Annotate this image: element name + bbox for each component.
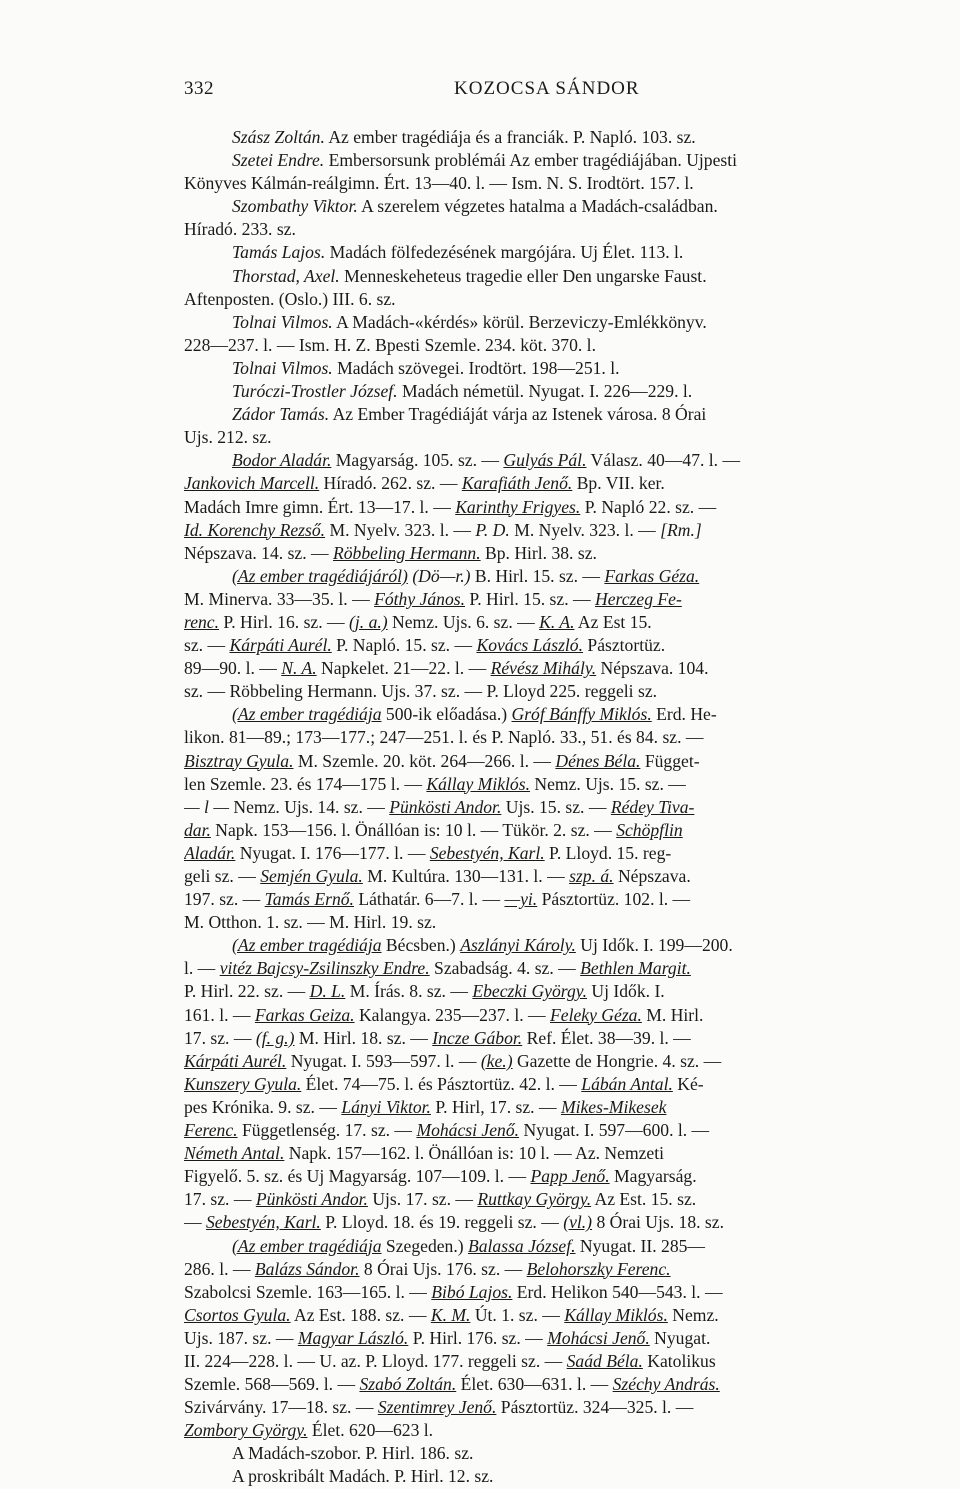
author-name: Tamás Ernő. (264, 889, 354, 910)
text-run: Napk. 157—162. l. Önállóan is: 10 l. — Az. Nemzeti (284, 1143, 665, 1164)
text-run: 17. sz. — (184, 1027, 256, 1048)
text-run: Az Est 15. (574, 611, 652, 632)
text-line (184, 195, 850, 218)
author-name: Thorstad, Axel. (232, 265, 340, 286)
text-run: Népszava. 104. (596, 658, 709, 679)
text-run: 89—90. l. — (184, 658, 282, 679)
text-run: sz. — Röbbeling Hermann. Ujs. 37. sz. — P. Lloyd 225. reggeli sz. (184, 681, 658, 702)
text-line (184, 750, 850, 773)
text-line (184, 1419, 850, 1442)
text-line (184, 1050, 850, 1073)
text-run: Ujs. 15. sz. — (501, 796, 611, 817)
text-run: Az ember tragédiája és a franciák. P. Napló. 103. sz. (324, 127, 696, 147)
text-line (184, 842, 850, 865)
text-run: Híradó. 233. sz. (184, 219, 296, 240)
text-run: Ujs. 212. sz. (184, 427, 272, 448)
text-run: Ujs. 187. sz. — (184, 1327, 298, 1348)
author-name: vitéz Bajcsy-Zsilinszky Endre. (219, 958, 430, 979)
text-line (184, 1165, 850, 1188)
text-line (184, 357, 850, 380)
page-number: 332 (184, 78, 214, 99)
author-name: Turóczi-Trostler József. (232, 381, 398, 402)
text-run: Nemz. Ujs. 6. sz. — (387, 611, 540, 632)
text-line (184, 1442, 850, 1465)
text-run: Madách fölfedezésének margójára. Uj Élet. 113. l. (325, 242, 684, 263)
text-run: Magyarság. (609, 1166, 697, 1187)
text-run: M. Nyelv. 323. l. — (325, 519, 476, 540)
author-name: Sebestyén, Karl. (206, 1212, 321, 1233)
text-line (184, 218, 850, 241)
author-name: Farkas Geiza. (254, 1004, 355, 1025)
text-run: Út. 1. sz. — (470, 1304, 565, 1325)
text-run: likon. 81—89.; 173—177.; 247—251. l. és P. Napló. 33., 51. és 84. sz. — (184, 727, 704, 748)
text-run: Nyugat. I. 176—177. l. — (235, 842, 430, 863)
text-run: 197. sz. — (184, 889, 265, 910)
author-name: N. A. (281, 658, 317, 679)
author-name: Belohorszky Ferenc. (526, 1258, 671, 1279)
text-run: Gazette de Hongrie. 4. sz. — (512, 1050, 722, 1071)
text-run: M. Otthon. 1. sz. — M. Hirl. 19. sz. (184, 912, 437, 933)
text-run: P. Hirl. 176. sz. — (408, 1327, 548, 1348)
author-name: K. A. (539, 611, 575, 632)
text-run: 286. l. — (184, 1258, 255, 1279)
author-name: P. D. (475, 519, 510, 540)
text-line (184, 796, 850, 819)
text-run: Napkelet. 21—22. l. — (316, 658, 491, 679)
author-name: Sebestyén, Karl. (429, 842, 545, 863)
text-run: 500-ik előadása.) (381, 704, 512, 725)
author-name: D. L. (309, 981, 346, 1002)
running-title: KOZOCSA SÁNDOR (454, 78, 640, 99)
author-name: Karafiáth Jenő. (461, 473, 573, 494)
text-line (184, 703, 850, 726)
text-run: Függetlenség. 17. sz. — (237, 1120, 417, 1141)
text-line (184, 1373, 850, 1396)
author-name: Incze Gábor. (432, 1027, 523, 1048)
author-name: Kunszery Gyula. (184, 1073, 302, 1094)
text-run: Pásztortüz. 324—325. l. — (496, 1397, 694, 1418)
text-run: Nyugat. I. 593—597. l. — (286, 1050, 481, 1071)
author-name: Papp Jenő. (530, 1166, 610, 1187)
author-name: Szentimrey Jenő. (377, 1397, 497, 1418)
author-name: (vl.) (563, 1212, 593, 1233)
text-line (184, 1188, 850, 1211)
author-name: Kállay Miklós. (564, 1304, 668, 1325)
text-run: Szabadság. 4. sz. — (429, 958, 581, 979)
author-name: Széchy András. (612, 1374, 720, 1395)
author-name: Mikes-Mikesek (560, 1096, 667, 1117)
author-name: Dénes Béla. (555, 750, 641, 771)
text-line (184, 1119, 850, 1142)
text-run: A proskribált Madách. P. Hirl. 12. sz. (232, 1466, 494, 1487)
author-name: (j. a.) (349, 611, 388, 632)
author-name: dar. (184, 819, 211, 840)
author-name: K. M. (430, 1304, 471, 1325)
text-line (184, 1281, 850, 1304)
text-run: A szerelem végzetes hatalma a Madách-családban. (357, 196, 718, 217)
text-run: Katolikus (642, 1350, 716, 1371)
text-line (184, 680, 850, 703)
text-line (184, 611, 850, 634)
author-name: Kárpáti Aurél. (229, 635, 332, 656)
author-name: Tamás Lajos. (232, 242, 326, 263)
author-name: Farkas Géza. (604, 565, 700, 586)
author-name: Bibó Lajos. (431, 1281, 513, 1302)
text-line (184, 1350, 850, 1373)
text-line (184, 1396, 850, 1419)
author-name: (Az ember tragédiájáról) (232, 565, 408, 586)
text-run: M. Minerva. 33—35. l. — (184, 588, 375, 609)
text-run: Aftenposten. (Oslo.) III. 6. sz. (184, 288, 396, 309)
text-run: Válasz. 40—47. l. — (586, 450, 741, 471)
text-run: Nemz. (667, 1304, 719, 1325)
author-name: Zombory György. (184, 1420, 308, 1441)
text-run: P. Lloyd. 15. reg- (544, 842, 672, 863)
text-run: M. Írás. 8. sz. — (345, 981, 473, 1002)
text-line (184, 403, 850, 426)
author-name: Zádor Tamás. (232, 404, 330, 425)
author-name: Szász Zoltán. (232, 127, 325, 147)
text-run: Könyves Kálmán-reálgimn. Ért. 13—40. l. — Ism. N. S. Irodtört. 157. l. (184, 173, 694, 194)
text-run: 161. l. — (184, 1004, 255, 1025)
page-header (184, 70, 850, 102)
text-run: M. Hirl. (641, 1004, 704, 1025)
author-name: Rédey Tiva- (610, 796, 695, 817)
text-run: A Madách-szobor. P. Hirl. 186. sz. (232, 1443, 474, 1464)
text-run: Nyugat. (649, 1327, 711, 1348)
text-run: Bécsben.) (381, 935, 461, 956)
text-run: M. Nyelv. 323. l. — (509, 519, 661, 540)
text-run: M. Hirl. 18. sz. — (294, 1027, 433, 1048)
text-run: Népszava. (613, 866, 691, 886)
author-name: — l — (184, 796, 229, 817)
bibliography-body (184, 126, 850, 1489)
author-name: Ebeczki György. (472, 981, 588, 1002)
text-run: Az Ember Tragédiáját várja az Istenek városa. 8 Órai (329, 404, 707, 425)
text-line (184, 819, 850, 842)
text-run: Bp. Hirl. 38. sz. (480, 542, 597, 563)
text-line (184, 1465, 850, 1488)
author-name: Semjén Gyula. (260, 866, 363, 886)
author-name: Pünkösti Andor. (389, 796, 502, 817)
text-line (184, 496, 850, 519)
author-name: Gulyás Pál. (503, 450, 587, 471)
text-run: Madách németül. Nyugat. I. 226—229. l. (397, 381, 693, 402)
text-run: M. Kultúra. 130—131. l. — (362, 866, 570, 886)
text-run: l. — (184, 958, 220, 979)
author-name: Tolnai Vilmos. (232, 357, 333, 378)
author-name: Révész Mihály. (490, 658, 597, 679)
text-run: Embersorsunk problémái Az ember tragédiájában. Ujpesti (324, 150, 738, 171)
text-line (184, 1142, 850, 1165)
text-run: Kalangya. 235—237. l. — (354, 1004, 551, 1025)
text-run: Uj Idők. I. (587, 981, 665, 1002)
author-name: (f. g.) (255, 1027, 295, 1048)
text-line (184, 1304, 850, 1327)
text-run: Népszava. 14. sz. — (184, 542, 334, 563)
author-name: Szetei Endre. (232, 150, 325, 171)
text-run: len Szemle. 23. és 174—175 l. — (184, 773, 427, 794)
text-line (184, 957, 850, 980)
author-name: Fóthy János. (374, 588, 465, 609)
text-line (184, 472, 850, 495)
text-line (184, 1027, 850, 1050)
text-line (184, 172, 850, 195)
text-run: P. Napló. 15. sz. — (331, 635, 477, 656)
text-run: M. Szemle. 20. köt. 264—266. l. — (293, 750, 556, 771)
text-run: sz. — (184, 635, 230, 656)
text-run: Madách szövegei. Irodtört. 198—251. l. (332, 357, 620, 378)
text-run: P. Hirl, 17. sz. — (430, 1096, 561, 1117)
text-line (184, 888, 850, 911)
author-name: Mohácsi Jenő. (416, 1120, 520, 1141)
author-name: Aladár. (184, 842, 236, 863)
author-name: (ke.) (480, 1050, 513, 1071)
author-name: Id. Korenchy Rezső. (184, 519, 326, 540)
text-line (184, 911, 850, 934)
text-run: Szivárvány. 17—18. sz. — (184, 1397, 378, 1418)
text-run: Láthatár. 6—7. l. — (353, 889, 505, 910)
text-line (184, 542, 850, 565)
author-name: Bodor Aladár. (232, 450, 332, 471)
text-run: Madách Imre gimn. Ért. 13—17. l. — (184, 496, 456, 517)
author-name: Magyar László. (297, 1327, 409, 1348)
text-line (184, 426, 850, 449)
text-run: 8 Órai Ujs. 176. sz. — (359, 1258, 527, 1279)
text-run: P. Napló 22. sz. — (580, 496, 717, 517)
text-run: Menneskeheteus tragedie eller Den ungarske Faust. (339, 265, 707, 286)
text-line (184, 980, 850, 1003)
author-name: Lábán Antal. (581, 1073, 673, 1094)
text-line (184, 1258, 850, 1281)
author-name: Jankovich Marcell. (184, 473, 320, 494)
author-name: Kárpáti Aurél. (184, 1050, 287, 1071)
text-run: P. Hirl. 16. sz. — (219, 611, 350, 632)
text-line (184, 1073, 850, 1096)
text-run: Ujs. 17. sz. — (367, 1189, 478, 1210)
text-line (184, 241, 850, 264)
text-run: Napk. 153—156. l. Önállóan is: 10 l. — Tükör. 2. sz. — (210, 819, 617, 840)
text-run: Erd. He- (651, 704, 717, 725)
text-run: Pásztortüz. 102. l. — (537, 889, 691, 910)
text-run: geli sz. — (184, 866, 261, 886)
text-run: B. Hirl. 15. sz. — (470, 565, 605, 586)
author-name: Saád Béla. (566, 1350, 643, 1371)
text-run: Ké- (672, 1073, 704, 1094)
author-name: Szombathy Viktor. (232, 196, 358, 217)
text-line (184, 311, 850, 334)
author-name: (Az ember tragédiája (232, 704, 382, 725)
author-name: Németh Antal. (184, 1143, 285, 1164)
author-name: szp. á. (569, 866, 614, 886)
text-run: Figyelő. 5. sz. és Uj Magyarság. 107—109. l. — (184, 1166, 531, 1187)
text-run: Függet- (640, 750, 700, 771)
text-line (184, 1235, 850, 1258)
text-run: Híradó. 262. sz. — (319, 473, 462, 494)
text-run: A Madách-«kérdés» körül. Berzeviczy-Emlékkönyv. (332, 311, 707, 332)
text-line (184, 265, 850, 288)
text-run: Az Est. 188. sz. — (290, 1304, 431, 1325)
text-line (184, 1004, 850, 1027)
text-run: Ref. Élet. 38—39. l. — (522, 1027, 691, 1048)
author-name: Balázs Sándor. (254, 1258, 360, 1279)
text-line (184, 726, 850, 749)
author-name: Kállay Miklós. (426, 773, 530, 794)
author-name: Tolnai Vilmos. (232, 311, 333, 332)
text-run: Szabolcsi Szemle. 163—165. l. — (184, 1281, 432, 1302)
author-name: Mohácsi Jenő. (547, 1327, 650, 1348)
author-name: Aszlányi Károly. (460, 935, 576, 956)
text-line (184, 565, 850, 588)
text-run: Nyugat. II. 285— (575, 1235, 706, 1256)
text-line (184, 288, 850, 311)
text-run: Pásztortüz. (583, 635, 666, 656)
text-run: Nyugat. I. 597—600. l. — (519, 1120, 710, 1141)
author-name: Szabó Zoltán. (359, 1374, 457, 1395)
text-run: Nemz. Ujs. 14. sz. — (228, 796, 390, 817)
text-run: P. Hirl. 22. sz. — (184, 981, 310, 1002)
text-run: Nemz. Ujs. 15. sz. — (529, 773, 686, 794)
author-name: (Az ember tragédiája (232, 935, 382, 956)
text-run: — (184, 1212, 206, 1233)
text-line (184, 1211, 850, 1234)
author-name: Herczeg Fe- (595, 588, 682, 609)
author-name: Ruttkay György. (477, 1189, 592, 1210)
text-run: Bp. VII. ker. (572, 473, 665, 494)
author-name: Ferenc. (184, 1120, 238, 1141)
text-run: Élet. 620—623 l. (307, 1420, 434, 1441)
author-name: Pünkösti Andor. (255, 1189, 368, 1210)
text-run: II. 224—228. l. — U. az. P. Lloyd. 177. reggeli sz. — (184, 1350, 567, 1371)
author-name: —yi. (504, 889, 538, 910)
author-name: Bethlen Margit. (580, 958, 691, 979)
text-line (184, 865, 850, 888)
text-line (184, 634, 850, 657)
author-name: [Rm.] (660, 519, 702, 540)
author-name: Bisztray Gyula. (184, 750, 294, 771)
text-run: Az Est. 15. sz. (591, 1189, 697, 1210)
text-run: Erd. Helikon 540—543. l. — (512, 1281, 723, 1302)
text-line (184, 934, 850, 957)
author-name: renc. (184, 611, 220, 632)
author-name: Schöpflin (616, 819, 683, 840)
text-run: Magyarság. 105. sz. — (331, 450, 504, 471)
text-line (184, 149, 850, 172)
author-name: Lányi Viktor. (341, 1096, 431, 1117)
text-run: Élet. 74—75. l. és Pásztortüz. 42. l. — (301, 1073, 582, 1094)
text-line (184, 588, 850, 611)
text-run: Uj Idők. I. 199—200. (575, 935, 733, 956)
text-run: Szegeden.) (381, 1235, 468, 1256)
author-name: Karinthy Frigyes. (455, 496, 581, 517)
text-line (184, 380, 850, 403)
text-line (184, 126, 850, 149)
text-run: Szemle. 568—569. l. — (184, 1374, 360, 1395)
text-line (184, 449, 850, 472)
author-name: (Dö—r.) (412, 565, 471, 586)
text-run: Élet. 630—631. l. — (456, 1374, 613, 1395)
author-name: Gróf Bánffy Miklós. (511, 704, 652, 725)
text-run: P. Lloyd. 18. és 19. reggeli sz. — (320, 1212, 564, 1233)
text-run: 8 Órai Ujs. 18. sz. (592, 1212, 724, 1233)
author-name: Feleky Géza. (550, 1004, 642, 1025)
text-line (184, 773, 850, 796)
author-name: Kovács László. (476, 635, 584, 656)
text-run: P. Hirl. 15. sz. — (465, 588, 596, 609)
author-name: Balassa József. (468, 1235, 576, 1256)
text-line (184, 657, 850, 680)
text-line (184, 1327, 850, 1350)
text-line (184, 1096, 850, 1119)
text-run: pes Krónika. 9. sz. — (184, 1096, 342, 1117)
author-name: (Az ember tragédiája (232, 1235, 382, 1256)
text-run: 17. sz. — (184, 1189, 256, 1210)
text-line (184, 334, 850, 357)
author-name: Röbbeling Hermann. (333, 542, 481, 563)
text-line (184, 519, 850, 542)
author-name: Csortos Gyula. (184, 1304, 291, 1325)
text-run: 228—237. l. — Ism. H. Z. Bpesti Szemle. 234. köt. 370. l. (184, 334, 596, 355)
